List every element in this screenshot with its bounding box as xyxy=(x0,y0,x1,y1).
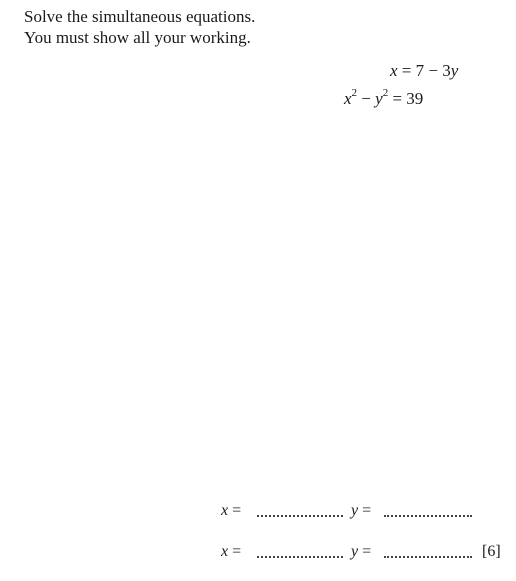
answer-2-x-label: x = xyxy=(221,543,242,560)
answer-2-y-label: y = xyxy=(351,543,372,560)
answer-1-y-label: y = xyxy=(351,502,372,519)
answer-1-x-var: x xyxy=(221,502,229,519)
equation-1 xyxy=(390,60,458,82)
eq2-equals: = xyxy=(392,89,407,108)
answer-2-x-blank[interactable] xyxy=(257,556,343,558)
eq2-exp-a: 2 xyxy=(351,87,358,100)
eq1-const: 7 xyxy=(415,61,425,80)
answer-row-1 xyxy=(0,500,516,522)
question-instructions xyxy=(24,6,255,48)
eq2-term-b: y xyxy=(375,89,383,108)
answer-row-2 xyxy=(0,541,516,563)
equation-2 xyxy=(344,88,423,110)
answer-1-y-blank[interactable] xyxy=(384,515,472,517)
marks-label: [6] xyxy=(482,543,501,560)
answer-2-y-var: y xyxy=(351,543,359,560)
answer-2-y-blank[interactable] xyxy=(384,556,472,558)
answer-2-x-var: x xyxy=(221,543,229,560)
instruction-line-1: Solve the simultaneous equations. xyxy=(24,7,256,26)
eq2-term-a: x xyxy=(344,89,352,108)
instruction-line-2: You must show all your working. xyxy=(24,28,251,47)
answer-1-x-label: x = xyxy=(221,502,242,519)
eq2-exp-b: 2 xyxy=(382,87,389,100)
eq1-lhs: x xyxy=(390,61,398,80)
eq1-equals: = xyxy=(401,61,416,80)
eq1-var: y xyxy=(450,61,459,80)
eq1-minus: − xyxy=(424,61,443,80)
eq2-rhs: 39 xyxy=(406,89,424,108)
answer-1-x-blank[interactable] xyxy=(257,515,343,517)
answer-1-y-var: y xyxy=(351,502,359,519)
eq2-minus: − xyxy=(361,89,376,108)
eq1-coef: 3 xyxy=(442,61,451,80)
